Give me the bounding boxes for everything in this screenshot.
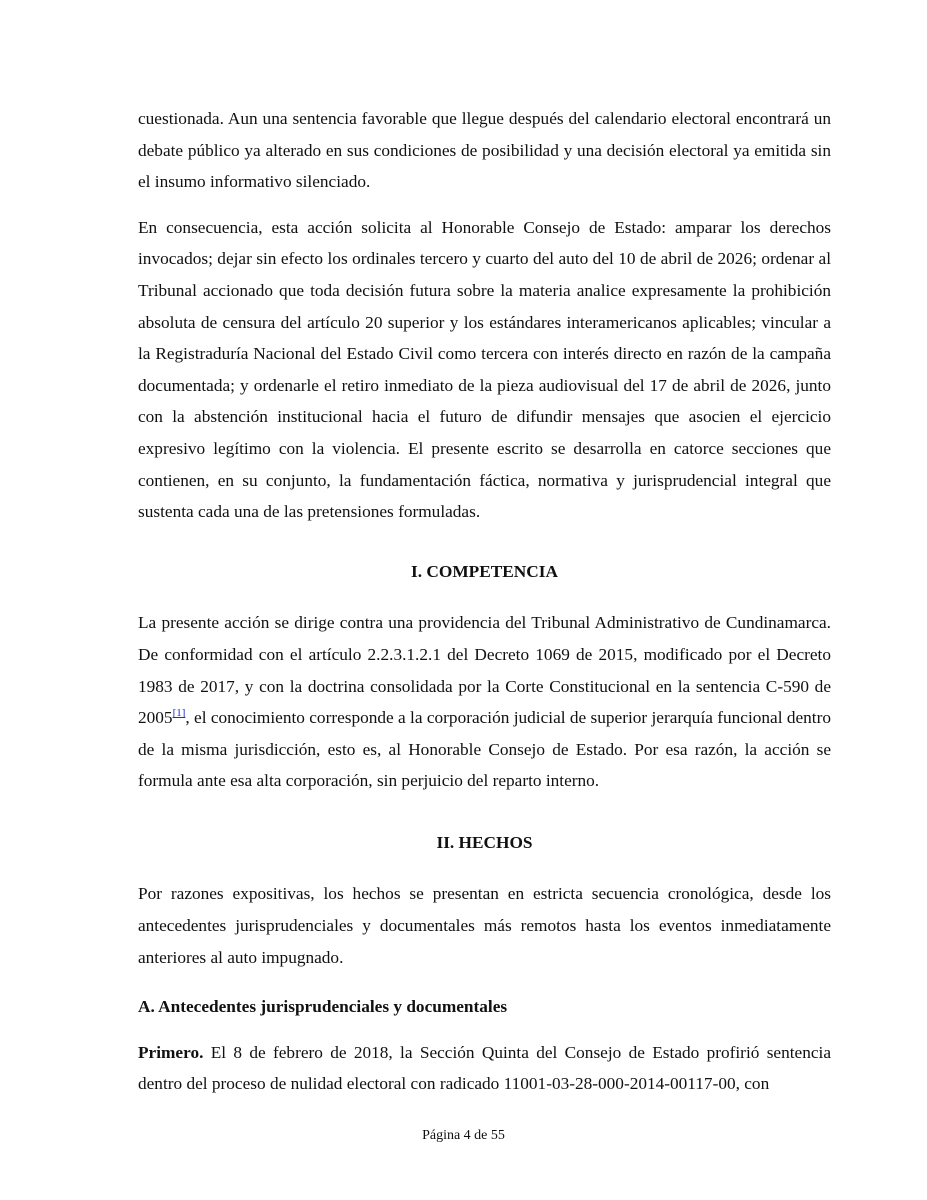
- page-body: [138, 103, 831, 1100]
- section-heading-competencia: I. COMPETENCIA: [411, 561, 558, 581]
- paragraph-primero-text: El 8 de febrero de 2018, la Sección Quinta del Consejo de Estado profirió sentencia dentro del proceso de nulidad electoral con radicado 11001-03-28-000-2014-00117-00, con: [138, 1042, 831, 1094]
- footnote-ref-1[interactable]: [1]: [172, 707, 186, 720]
- paragraph-competencia: [138, 607, 831, 797]
- paragraph-petitions: En consecuencia, esta acción solicita al Honorable Consejo de Estado: amparar los derechos invocados; dejar sin efecto los ordinales tercero y cuarto del auto del 10 de abril de 2026; ordenar al Tribunal accionado que toda decisión futura sobre la materia analice expresamente la prohibición absoluta de censura del artículo 20 superior y los estándares interamericanos aplicables; vincular a la Registraduría Nacional del Estado Civil como tercera con interés directo en razón de la campaña documentada; y ordenarle el retiro inmediato de la pieza audiovisual del 17 de abril de 2026, junto con la abstención institucional hacia el futuro de difundir mensajes que asocien el ejercicio expresivo legítimo con la violencia. El presente escrito se desarrolla en catorce secciones que contienen, en su conjunto, la fundamentación fáctica, normativa y jurisprudencial integral que sustenta cada una de las pretensiones formuladas.: [138, 217, 831, 522]
- paragraph-hechos-intro: Por razones expositivas, los hechos se presentan en estricta secuencia cronológica, desde los antecedentes jurisprudenciales y documentales más remotos hasta los eventos inmediatamente anteriores al auto impugnado.: [138, 884, 831, 967]
- paragraph-competencia-text-a: La presente acción se dirige contra una providencia del Tribunal Administrativo de Cundinamarca. De conformidad con el artículo 2.2.3.1.2.1 del Decreto 1069 de 2015, modificado por el Decreto 1983 de 2017, y con la doctrina consolidada por la Corte Constitucional en la sentencia C-590 de 2005: [138, 613, 831, 728]
- paragraph-competencia-text-b: , el conocimiento corresponde a la corporación judicial de superior jerarquía funcional dentro de la misma jurisdicción, esto es, al Honorable Consejo de Estado. Por esa razón, la acción se formula ante esa alta corporación, sin perjuicio del reparto interno.: [138, 708, 831, 791]
- paragraph-primero: [138, 1037, 831, 1100]
- subsection-heading-antecedentes: A. Antecedentes jurisprudenciales y documentales: [138, 997, 508, 1017]
- page-number-footer: Página 4 de 55: [422, 1128, 505, 1143]
- paragraph-primero-lead: Primero.: [138, 1042, 204, 1062]
- section-heading-hechos: II. HECHOS: [436, 832, 533, 852]
- paragraph-continuation: cuestionada. Aun una sentencia favorable que llegue después del calendario electoral encontrará un debate público ya alterado en sus condiciones de posibilidad y una decisión electoral ya emitida sin el insumo informativo silenciado.: [138, 109, 831, 192]
